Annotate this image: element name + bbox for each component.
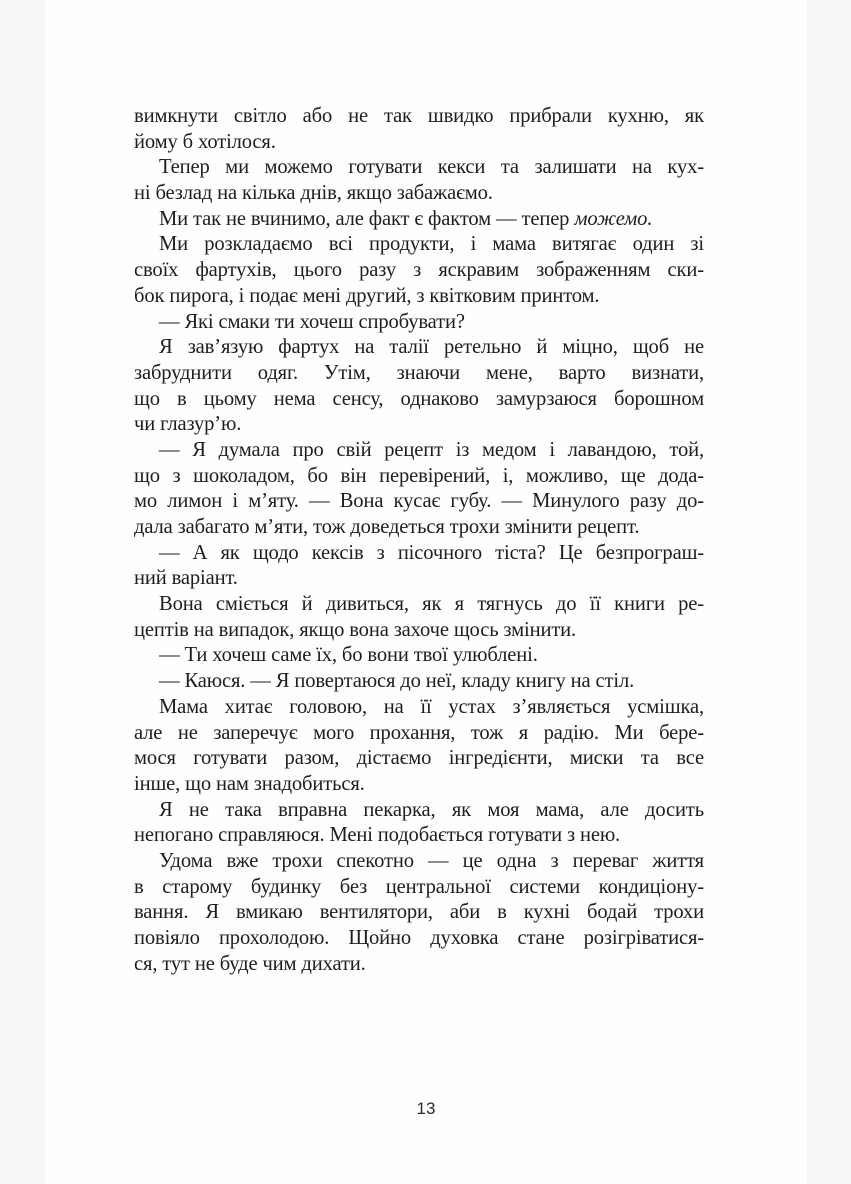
text-line: — Які смаки ти хочеш спробувати? <box>159 310 465 333</box>
text-line: в старому будинку без центральної системи кондиціону- <box>134 875 704 898</box>
text-line: мо лимон і м’яту. — Вона кусає губу. — Минулого разу до- <box>134 490 704 513</box>
text-line: але не заперечує мого прохання, тож я радію. Ми бере- <box>134 721 704 744</box>
body-text <box>134 104 704 977</box>
text-line: інше, що нам знадобиться. <box>134 772 365 795</box>
emphasis-text: можемо. <box>574 207 653 230</box>
text-line: що в цьому нема сенсу, однаково замурзаюся борошном <box>134 387 704 410</box>
text-line: непогано справляюся. Мені подобається готувати з нею. <box>134 824 621 847</box>
text-line: Вона сміється й дивиться, як я тягнусь до її книги ре- <box>159 593 704 616</box>
text-line: чи глазур’ю. <box>134 413 242 436</box>
text-line: своїх фартухів, цього разу з яскравим зображенням ски- <box>134 259 704 282</box>
text-line: Я не така вправна пекарка, як моя мама, але досить <box>159 798 704 821</box>
text-line: ний варіант. <box>134 567 238 590</box>
text-line: Ми розкладаємо всі продукти, і мама витягає один зі <box>159 233 704 256</box>
text-line: Тепер ми можемо готувати кекси та залишати на кух- <box>159 156 704 179</box>
text-line: — А як щодо кексів з пісочного тіста? Це безпрограш- <box>159 541 704 564</box>
text-line: забруднити одяг. Утім, знаючи мене, варто визнати, <box>134 361 704 384</box>
text-line: — Ти хочеш саме їх, бо вони твої улюблені. <box>159 644 538 667</box>
text-line: вимкнути світло або не так швидко прибрали кухню, як <box>134 105 704 127</box>
text-line: Удома вже трохи спекотно — це одна з переваг життя <box>159 849 704 872</box>
text-line: повіяло прохолодою. Щойно духовка стане розігріватися- <box>134 927 704 949</box>
text-line: Мама хитає головою, на її устах з’являється усмішка, <box>159 695 704 718</box>
text-line: Ми так не вчинимо, але факт є фактом — тепер можемо. <box>159 207 653 230</box>
text-line: цептів на випадок, якщо вона захоче щось змінити. <box>134 618 577 641</box>
text-line: вання. Я вмикаю вентилятори, аби в кухні бодай трохи <box>134 901 704 924</box>
text-line: мося готувати разом, дістаємо інгредієнти, миски та все <box>134 747 704 770</box>
text-line: йому б хотілося. <box>134 130 276 153</box>
text-line: що з шоколадом, бо він перевірений, і, можливо, ще дода- <box>134 464 704 487</box>
text-line: Я зав’язую фартух на талії ретельно й міцно, щоб не <box>159 336 704 359</box>
page-number: 13 <box>416 1099 436 1118</box>
text-line: — Я думала про свій рецепт із медом і лавандою, той, <box>159 438 704 461</box>
text-line: ні безлад на кілька днів, якщо забажаємо. <box>134 182 493 205</box>
text-line: ся, тут не буде чим дихати. <box>134 952 366 975</box>
text-line: бок пирога, і подає мені другий, з квітковим принтом. <box>134 284 600 307</box>
text-line: дала забагато м’яти, тож доведеться трохи змінити рецепт. <box>134 516 640 538</box>
book-page <box>45 0 807 1184</box>
text-line: — Каюся. — Я повертаюся до неї, кладу книгу на стіл. <box>159 670 635 693</box>
